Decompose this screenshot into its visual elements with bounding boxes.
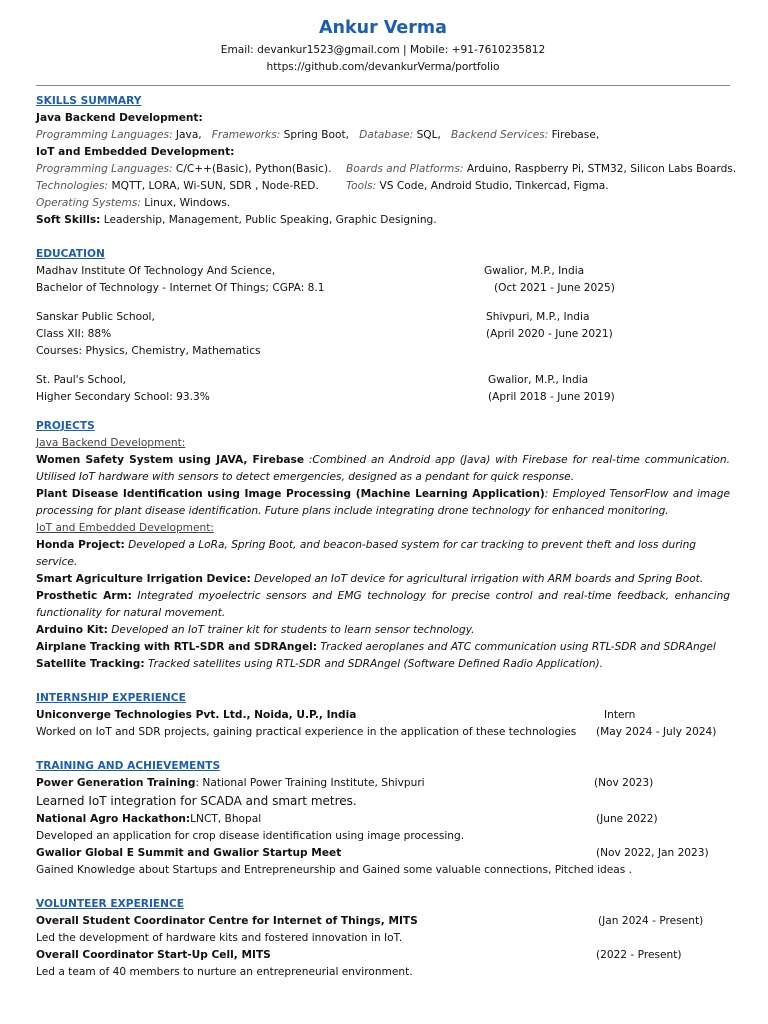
dates: (Nov 2022, Jan 2023) — [596, 847, 709, 859]
java-skills-heading: Java Backend Development: — [36, 112, 203, 124]
institution: Madhav Institute Of Technology And Science, — [36, 265, 276, 277]
skill-label: Frameworks: — [211, 129, 281, 141]
project-item — [36, 571, 730, 588]
java-skills-line — [36, 127, 730, 144]
education-row — [36, 372, 730, 389]
skill-label: Programming Languages: — [36, 163, 173, 175]
project-item — [36, 486, 730, 520]
skill-label: Soft Skills: — [36, 214, 101, 226]
iot-skills-heading: IoT and Embedded Development: — [36, 146, 235, 158]
skill-value: VS Code, Android Studio, Tinkercad, Figma. — [376, 180, 609, 192]
skill-label: Programming Languages: — [36, 129, 173, 141]
dates: (May 2024 - July 2024) — [596, 726, 717, 738]
candidate-name: Ankur Verma — [319, 18, 447, 38]
institution: Sanskar Public School, — [36, 311, 155, 323]
location: Gwalior, M.P., India — [488, 374, 589, 386]
training-row — [36, 775, 730, 792]
project-desc: Integrated myoelectric sensors and EMG technology for precise control and real-time feedback, enhancing functionality for natural movement. — [36, 590, 731, 619]
training-title: Gwalior Global E Summit and Gwalior Startup Meet — [36, 847, 342, 859]
volunteer-desc: Led a team of 40 members to nurture an entrepreneurial environment. — [36, 966, 413, 978]
header-divider — [36, 85, 730, 86]
project-item — [36, 656, 730, 673]
education-row — [36, 280, 730, 297]
dates: (Nov 2023) — [594, 777, 654, 789]
internship-row — [36, 707, 730, 724]
education-row — [36, 263, 730, 280]
education-row — [36, 309, 730, 326]
project-item — [36, 622, 730, 639]
role: Intern — [604, 709, 636, 721]
skill-value: C/C++(Basic), Python(Basic). — [172, 163, 332, 175]
education-row — [36, 343, 730, 360]
project-title: Honda Project: — [36, 539, 125, 551]
skill-value: Arduino, Raspberry Pi, STM32, Silicon Labs Boards. — [463, 163, 737, 175]
company: Uniconverge Technologies Pvt. Ltd., Noida, U.P., India — [36, 709, 357, 721]
java-projects-subheading: Java Backend Development: — [36, 437, 186, 449]
skill-value: Leadership, Management, Public Speaking, Graphic Designing. — [100, 214, 437, 226]
skill-value: Linux, Windows. — [140, 197, 231, 209]
project-item — [36, 588, 730, 622]
resume-page — [36, 16, 737, 981]
internship-desc: Worked on IoT and SDR projects, gaining practical experience in the application of these technologies — [36, 726, 577, 738]
skill-value: SQL, — [413, 129, 452, 141]
dates: (April 2018 - June 2019) — [488, 391, 615, 403]
project-title: Smart Agriculture Irrigation Device: — [36, 573, 251, 585]
skill-label: Technologies: — [36, 180, 109, 192]
dates: (June 2022) — [596, 813, 658, 825]
project-item — [36, 537, 730, 571]
volunteer-title: Overall Student Coordinator Centre for Internet of Things, MITS — [36, 915, 418, 927]
skill-value: Java, — [172, 129, 212, 141]
skills-heading: SKILLS SUMMARY — [36, 95, 142, 107]
project-item — [36, 452, 730, 486]
institution: St. Paul's School, — [36, 374, 127, 386]
education-row — [36, 389, 730, 406]
training-org: : National Power Training Institute, Shivpuri — [195, 777, 425, 789]
education-heading: EDUCATION — [36, 248, 105, 260]
dates: (April 2020 - June 2021) — [486, 328, 613, 340]
project-title: Women Safety System using JAVA, Firebase — [36, 454, 305, 466]
iot-projects-subheading: IoT and Embedded Development: — [36, 522, 214, 534]
internship-row — [36, 724, 730, 741]
project-desc: Tracked aeroplanes and ATC communication using RTL-SDR and SDRAngel — [317, 641, 716, 653]
training-heading: TRAINING AND ACHIEVEMENTS — [36, 760, 221, 772]
project-desc: Tracked satellites using RTL-SDR and SDRAngel (Software Defined Radio Application). — [144, 658, 604, 670]
skill-label: Database: — [359, 129, 414, 141]
contact-line: Email: devankur1523@gmail.com | Mobile: +91-7610235812 — [220, 44, 546, 56]
training-desc: Developed an application for crop disease identification using image processing. — [36, 830, 465, 842]
dates: (Oct 2021 - June 2025) — [494, 282, 615, 294]
skill-value: MQTT, LORA, Wi-SUN, SDR , Node-RED. — [108, 180, 319, 192]
training-desc: Learned IoT integration for SCADA and smart metres. — [36, 794, 357, 808]
skill-value: Firebase, — [548, 129, 600, 141]
dates: (Jan 2024 - Present) — [598, 915, 704, 927]
portfolio-link[interactable]: https://github.com/devankurVerma/portfolio — [266, 61, 500, 73]
volunteer-heading: VOLUNTEER EXPERIENCE — [36, 898, 185, 910]
education-row — [36, 326, 730, 343]
degree: Higher Secondary School: 93.3% — [36, 391, 210, 403]
degree: Class XII: 88% — [36, 328, 112, 340]
location: Shivpuri, M.P., India — [486, 311, 590, 323]
project-title: Airplane Tracking with RTL-SDR and SDRAngel: — [36, 641, 317, 653]
project-item — [36, 639, 730, 656]
project-title: Arduino Kit: — [36, 624, 108, 636]
os-line — [36, 195, 730, 212]
project-desc: Developed an IoT trainer kit for students to learn sensor technology. — [107, 624, 475, 636]
projects-heading: PROJECTS — [36, 420, 95, 432]
volunteer-row — [36, 913, 730, 930]
project-title: Plant Disease Identification using Image Processing (Machine Learning Application) — [36, 488, 545, 500]
volunteer-title: Overall Coordinator Start-Up Cell, MITS — [36, 949, 271, 961]
internship-heading: INTERNSHIP EXPERIENCE — [36, 692, 186, 704]
project-title: Satellite Tracking: — [36, 658, 145, 670]
skill-label: Operating Systems: — [36, 197, 141, 209]
skill-label: Boards and Platforms: — [346, 163, 464, 175]
iot-prog-line — [36, 161, 737, 178]
training-desc: Gained Knowledge about Startups and Entrepreneurship and Gained some valuable connections, Pitched ideas . — [36, 864, 633, 876]
skill-value: Spring Boot, — [280, 129, 360, 141]
volunteer-desc: Led the development of hardware kits and fostered innovation in IoT. — [36, 932, 403, 944]
dates: (2022 - Present) — [596, 949, 682, 961]
tech-line — [36, 178, 730, 195]
project-desc: Developed an IoT device for agricultural irrigation with ARM boards and Spring Boot. — [250, 573, 704, 585]
project-desc: :Combined an Android app (Java) with Firebase for real-time communication. Utilised IoT hardware with sensors to detect emergencies, designed as a pendant for quick response. — [36, 454, 730, 483]
training-row — [36, 845, 730, 862]
skill-label: Backend Services: — [451, 129, 549, 141]
volunteer-row — [36, 947, 730, 964]
skill-label: Tools: — [346, 180, 377, 192]
training-row — [36, 811, 730, 828]
training-title: Power Generation Training — [36, 777, 196, 789]
degree: Bachelor of Technology - Internet Of Things; CGPA: 8.1 — [36, 282, 325, 294]
project-desc: Developed a LoRa, Spring Boot, and beacon-based system for car tracking to prevent theft and loss during service. — [36, 539, 697, 568]
training-title: National Agro Hackathon: — [36, 813, 191, 825]
courses: Courses: Physics, Chemistry, Mathematics — [36, 345, 261, 357]
training-org: LNCT, Bhopal — [190, 813, 262, 825]
soft-skills-line — [36, 212, 730, 229]
project-desc: : Employed TensorFlow and image processing for plant disease identification. Future plans include integrating drone technology for enhanced monitoring. — [36, 488, 730, 517]
location: Gwalior, M.P., India — [484, 265, 585, 277]
project-title: Prosthetic Arm: — [36, 590, 132, 602]
